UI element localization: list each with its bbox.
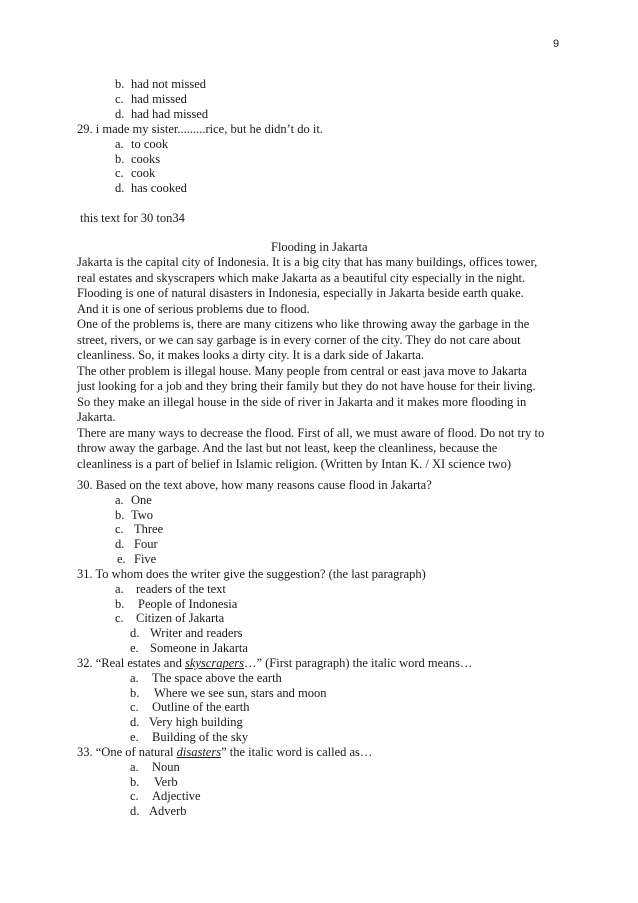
option-text: cooks: [131, 152, 161, 166]
option-key: e.: [130, 641, 139, 655]
option-key: b.: [115, 508, 125, 522]
passage-line: The other problem is illegal house. Many people from central or east java move to Jakarta: [77, 363, 527, 378]
page-number: 9: [553, 38, 560, 50]
italic-word: skyscrapers: [184, 656, 244, 670]
option-text: Three: [134, 522, 164, 536]
passage-line: And it is one of serious problems due to flood.: [77, 301, 310, 316]
option-key: d.: [115, 181, 125, 195]
question-33-stem: [77, 745, 372, 760]
option-key: c.: [115, 611, 124, 625]
option-text: to cook: [131, 137, 169, 151]
option-text: People of Indonesia: [138, 597, 238, 611]
option-text: Noun: [152, 760, 180, 774]
option-key: d.: [130, 804, 140, 818]
option-key: a.: [115, 137, 124, 151]
option-key: c.: [115, 166, 124, 180]
option-text: Verb: [154, 775, 178, 789]
option-text: Five: [134, 552, 157, 566]
option-key: c.: [115, 522, 124, 536]
passage-line: Jakarta.: [77, 410, 116, 424]
passage-line: So they make an illegal house in the side of river in Jakarta and it makes more flooding in: [77, 394, 527, 409]
italic-word: disasters: [176, 745, 222, 759]
option-key: b.: [115, 597, 125, 611]
option-text: Two: [131, 508, 154, 522]
option-key: e.: [117, 552, 126, 566]
passage-title: Flooding in Jakarta: [271, 240, 368, 254]
option-key: a.: [130, 671, 139, 685]
passage-line: Jakarta is the capital city of Indonesia. It is a big city that has many buildings, offices tower,: [77, 255, 538, 269]
option-key: c.: [130, 789, 139, 803]
option-text: Citizen of Jakarta: [136, 611, 225, 625]
stem-text: 33. “One of natural: [77, 745, 177, 759]
option-key: b.: [115, 152, 125, 166]
option-text: had missed: [131, 92, 187, 106]
option-text: The space above the earth: [152, 671, 282, 685]
passage-line: One of the problems is, there are many citizens who like throwing away the garbage in the: [77, 317, 530, 331]
option-key: c.: [130, 700, 139, 714]
passage-line: cleanliness is a part of belief in Islamic religion. (Written by Intan K. / XI science two): [77, 456, 512, 471]
option-text: Where we see sun, stars and moon: [154, 686, 327, 700]
stem-text: ” the italic word is called as…: [221, 745, 373, 759]
option-text: readers of the text: [136, 582, 226, 596]
option-key: c.: [115, 92, 124, 106]
option-text: has cooked: [131, 181, 187, 195]
passage-line: throw away the garbage. And the last but not least, keep the cleanliness, because the: [77, 441, 498, 455]
option-key: d.: [115, 537, 125, 551]
passage-line: There are many ways to decrease the flood. First of all, we must aware of flood. Do not try to: [77, 425, 545, 440]
option-text: Someone in Jakarta: [150, 641, 248, 655]
passage-line: Flooding is one of natural disasters in Indonesia, especially in Jakarta beside earth quake.: [77, 286, 524, 300]
option-text: Adjective: [152, 789, 201, 803]
option-key: a.: [130, 760, 139, 774]
option-text: Building of the sky: [152, 730, 249, 744]
option-text: cook: [131, 166, 156, 180]
stem-text: 32. “Real estates and: [77, 656, 185, 670]
passage-intro: this text for 30 ton34: [80, 211, 185, 225]
option-key: b.: [130, 686, 140, 700]
option-text: Very high building: [149, 715, 243, 729]
option-key: e.: [130, 730, 139, 744]
option-text: Writer and readers: [150, 626, 243, 640]
option-key: d.: [115, 107, 125, 121]
option-text: had had missed: [131, 107, 209, 121]
option-key: b.: [115, 77, 125, 91]
stem-text: …” (First paragraph) the italic word means…: [243, 656, 473, 670]
question-31-stem: 31. To whom does the writer give the suggestion? (the last paragraph): [77, 567, 426, 581]
option-key: b.: [130, 775, 140, 789]
passage-line: real estates and skyscrapers which make Jakarta as a beautiful city especially in the night.: [77, 270, 526, 285]
option-text: had not missed: [131, 77, 206, 91]
question-29-stem: 29. i made my sister.........rice, but he didn’t do it.: [77, 122, 323, 136]
question-32-stem: [77, 656, 472, 671]
option-key: d.: [130, 626, 140, 640]
option-text: Outline of the earth: [152, 700, 250, 714]
passage-line: just looking for a job and they bring their family but they do not have house for their living.: [77, 379, 536, 393]
option-text: Four: [134, 537, 158, 551]
question-30-stem: 30. Based on the text above, how many reasons cause flood in Jakarta?: [77, 478, 432, 492]
passage-line: street, rivers, or we can say garbage is in every corner of the city. They do not care about: [77, 332, 521, 347]
option-key: a.: [115, 493, 124, 507]
passage-line: cleanliness. So, it makes looks a dirty city. It is a dark side of Jakarta.: [77, 348, 425, 362]
option-key: a.: [115, 582, 124, 596]
option-text: Adverb: [149, 804, 187, 818]
option-key: d.: [130, 715, 140, 729]
passage-body: [77, 255, 567, 472]
option-text: One: [131, 493, 152, 507]
